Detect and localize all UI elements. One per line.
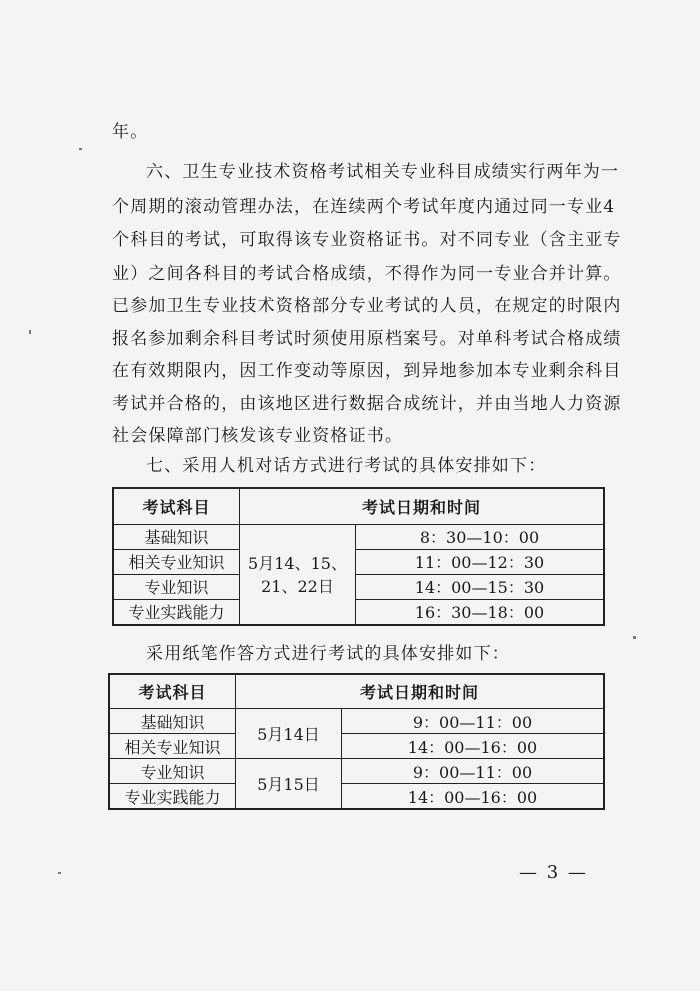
date-line: 21、22日 (261, 577, 334, 596)
table-cell-subject: 专业实践能力 (113, 599, 240, 625)
text-line: 个周期的滚动管理办法，在连续两个考试年度内通过同一专业4 (112, 197, 616, 217)
table-header-datetime: 考试日期和时间 (240, 488, 605, 524)
text-line: 社会保障部门核发该专业资格证书。 (112, 426, 404, 446)
text-line: 业）之间各科目的考试合格成绩，不得作为同一专业合并计算。 (112, 264, 622, 284)
table-cell-subject: 专业知识 (113, 574, 240, 599)
page-number: — 3 — (519, 862, 588, 883)
table-cell-subject: 基础知识 (113, 524, 240, 549)
table-cell-time: 14：00—15：30 (356, 574, 605, 599)
table-cell-subject: 专业知识 (109, 759, 236, 784)
scan-mark (79, 148, 82, 150)
table-cell-time: 14：00—16：00 (342, 784, 605, 810)
table-cell-time: 16：30—18：00 (356, 599, 605, 625)
paper-exam-table (108, 673, 605, 810)
table-header-subject: 考试科目 (113, 488, 240, 524)
table-header-subject: 考试科目 (109, 674, 236, 709)
text-line: 报名参加剩余科目考试时须使用原档案号。对单科考试合格成绩 (112, 329, 622, 349)
scan-mark (29, 330, 31, 334)
table-cell-time: 8：30—10：00 (356, 524, 605, 549)
text-line: 考试并合格的，由该地区进行数据合成统计，并由当地人力资源 (112, 394, 622, 414)
section-heading: 采用纸笔作答方式进行考试的具体安排如下： (146, 644, 510, 664)
text-line: 年。 (112, 122, 149, 142)
date-line: 5月14、15、 (248, 554, 347, 573)
table-cell-subject: 相关专业知识 (113, 549, 240, 574)
table-cell-subject: 基础知识 (109, 709, 236, 734)
text-line: 已参加卫生专业技术资格部分专业考试的人员，在规定的时限内 (112, 296, 622, 316)
table-cell-time: 9：00—11：00 (342, 709, 605, 734)
table-cell-date: 5月14日 (236, 709, 342, 759)
table-cell-time: 14：00—16：00 (342, 734, 605, 759)
scan-mark (58, 872, 61, 874)
table-cell-time: 9：00—11：00 (342, 759, 605, 784)
table-cell-subject: 专业实践能力 (109, 784, 236, 810)
computer-exam-table (112, 487, 605, 626)
scan-mark (633, 636, 636, 639)
text-line: 个科目的考试，可取得该专业资格证书。对不同专业（含主亚专 (112, 230, 622, 250)
text-line: 六、卫生专业技术资格考试相关专业科目成绩实行两年为一 (146, 162, 620, 182)
table-cell-subject: 相关专业知识 (109, 734, 236, 759)
text-line: 在有效期限内，因工作变动等原因，到异地参加本专业剩余科目 (112, 361, 622, 381)
table-cell-time: 11：00—12：30 (356, 549, 605, 574)
table-cell-date (240, 524, 356, 625)
table-header-datetime: 考试日期和时间 (236, 674, 605, 709)
section-heading: 七、采用人机对话方式进行考试的具体安排如下： (146, 456, 547, 476)
table-cell-date: 5月15日 (236, 759, 342, 810)
